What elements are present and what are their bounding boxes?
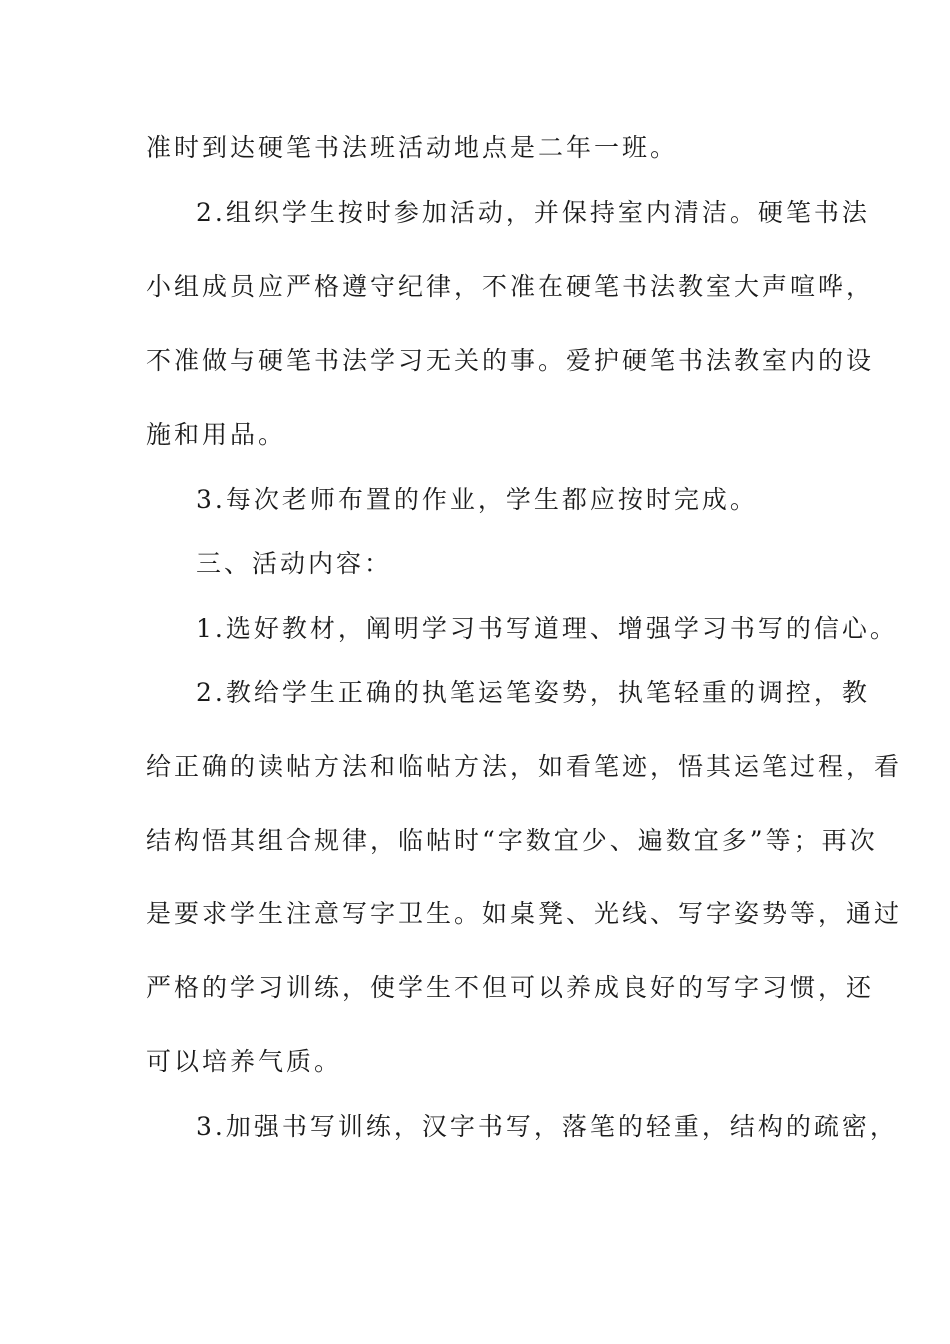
text-line: 准时到达硬笔书法班活动地点是二年一班。 <box>146 133 679 162</box>
text-line: 给正确的读帖方法和临帖方法，如看笔迹，悟其运笔过程，看 <box>146 752 903 781</box>
text-line: 3.加强书写训练，汉字书写，落笔的轻重，结构的疏密， <box>196 1112 898 1141</box>
text-line: 是要求学生注意写字卫生。如桌凳、光线、写字姿势等，通过 <box>146 899 903 928</box>
text-line: 施和用品。 <box>146 420 287 449</box>
section-heading: 三、活动内容： <box>196 549 393 578</box>
text-line: 2.组织学生按时参加活动，并保持室内清洁。硬笔书法 <box>196 198 870 227</box>
text-line: 严格的学习训练，使学生不但可以养成良好的写字习惯，还 <box>146 973 875 1002</box>
text-line: 结构悟其组合规律，临帖时“字数宜少、遍数宜多”等；再次 <box>146 826 878 855</box>
text-line: 3.每次老师布置的作业，学生都应按时完成。 <box>196 485 758 514</box>
text-line: 2.教给学生正确的执笔运笔姿势，执笔轻重的调控，教 <box>196 678 870 707</box>
text-line: 不准做与硬笔书法学习无关的事。爱护硬笔书法教室内的设 <box>146 346 875 375</box>
text-line: 1.选好教材，阐明学习书写道理、增强学习书写的信心。 <box>196 614 898 643</box>
text-line: 可以培养气质。 <box>146 1047 343 1076</box>
text-line: 小组成员应严格遵守纪律，不准在硬笔书法教室大声喧哗， <box>146 272 875 301</box>
